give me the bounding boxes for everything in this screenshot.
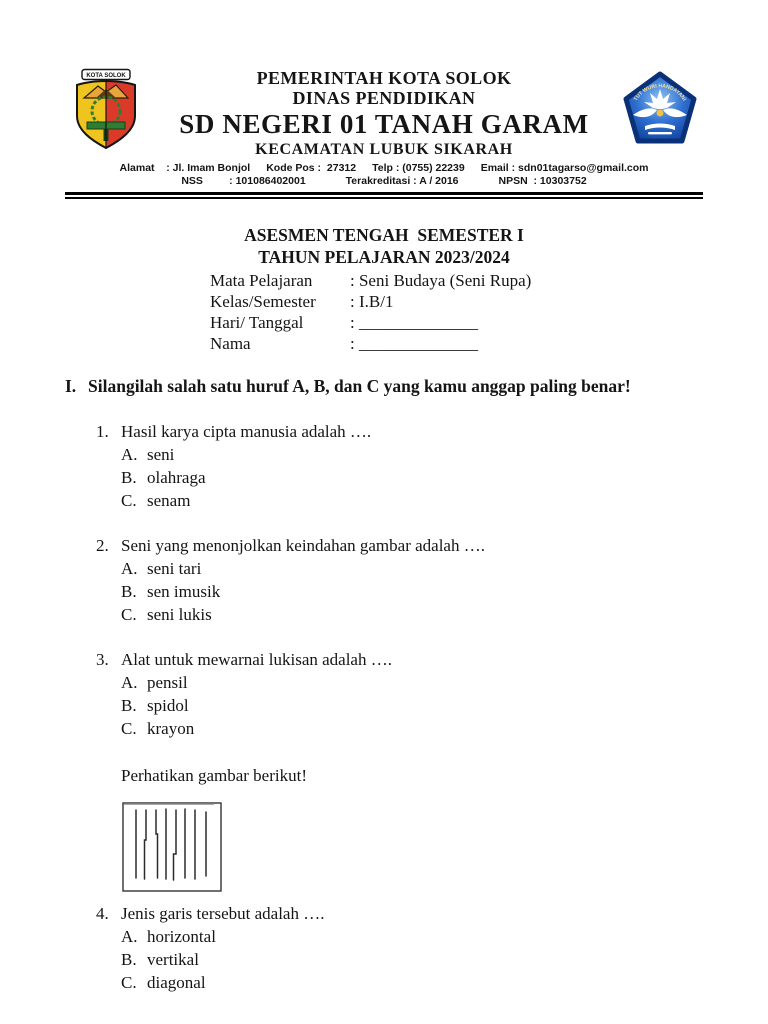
- header-divider: [65, 192, 703, 199]
- subject-value: : Seni Budaya (Seni Rupa): [350, 271, 532, 291]
- section-instruction: Silangilah salah satu huruf A, B, dan C yang kamu anggap paling benar!: [88, 376, 631, 397]
- kota-solok-emblem-icon: [66, 68, 146, 152]
- address-line: [119, 162, 649, 175]
- option-text: senam: [147, 491, 191, 511]
- tut-wuri-handayani-emblem-icon: [621, 71, 699, 149]
- question-list: [65, 420, 703, 994]
- class-label: Kelas/Semester: [210, 292, 316, 312]
- option-text: pensil: [147, 673, 188, 693]
- kota-solok-logo: [66, 68, 146, 152]
- answer-option: [96, 717, 703, 740]
- question-stem: Alat untuk mewarnai lukisan adalah ….: [121, 650, 392, 670]
- name-label: Nama: [210, 334, 251, 354]
- question-2: [96, 534, 703, 626]
- date-blank: : ______________: [350, 313, 478, 333]
- exam-title-line1: ASESMEN TENGAH SEMESTER I: [244, 225, 524, 246]
- answer-option: [96, 466, 703, 489]
- exam-title: [65, 224, 703, 268]
- accreditation-segment: Terakreditasi : A / 2016: [345, 174, 459, 187]
- tut-wuri-handayani-logo: [621, 71, 699, 149]
- answer-option: [96, 489, 703, 512]
- option-letter: A.: [121, 445, 138, 465]
- question-1: [96, 420, 703, 512]
- option-letter: C.: [121, 973, 137, 993]
- government-line: PEMERINTAH KOTA SOLOK: [256, 68, 512, 88]
- option-text: spidol: [147, 696, 189, 716]
- answer-option: [96, 443, 703, 466]
- question-number: 2.: [96, 536, 109, 556]
- section-numeral: I.: [65, 376, 77, 397]
- letterhead-text: [119, 68, 649, 187]
- section-1-heading: [65, 375, 703, 397]
- question-stem: Hasil karya cipta manusia adalah ….: [121, 422, 372, 442]
- option-letter: B.: [121, 468, 137, 488]
- address-segment: Alamat : Jl. Imam Bonjol: [119, 162, 251, 175]
- date-label: Hari/ Tanggal: [210, 313, 304, 333]
- option-letter: B.: [121, 950, 137, 970]
- exam-title-line2: TAHUN PELAJARAN 2023/2024: [258, 247, 510, 268]
- phone-segment: Telp : (0755) 22239: [372, 162, 465, 175]
- option-letter: B.: [121, 696, 137, 716]
- question-stem: Jenis garis tersebut adalah ….: [121, 904, 325, 924]
- letterhead: [65, 68, 703, 187]
- question-number: 4.: [96, 904, 109, 924]
- option-text: diagonal: [147, 973, 206, 993]
- answer-option: [96, 694, 703, 717]
- answer-option: [96, 971, 703, 994]
- option-text: seni tari: [147, 559, 202, 579]
- npsn-segment: NPSN : 10303752: [498, 174, 587, 187]
- answer-option: [96, 557, 703, 580]
- class-value: : I.B/1: [350, 292, 394, 312]
- option-letter: A.: [121, 673, 138, 693]
- meta-name-row: [210, 333, 703, 354]
- exam-meta: [210, 270, 703, 354]
- question-4: [96, 902, 703, 994]
- answer-option: [96, 580, 703, 603]
- answer-option: [96, 948, 703, 971]
- email-segment: Email : sdn01tagarso@gmail.com: [480, 162, 649, 175]
- question-stem: Seni yang menonjolkan keindahan gambar adalah ….: [121, 536, 485, 556]
- vertical-lines-figure: [122, 802, 222, 892]
- figure-note: Perhatikan gambar berikut!: [121, 766, 307, 786]
- option-text: horizontal: [147, 927, 216, 947]
- answer-option: [96, 671, 703, 694]
- subject-label: Mata Pelajaran: [210, 271, 313, 291]
- option-letter: C.: [121, 491, 137, 511]
- option-text: olahraga: [147, 468, 206, 488]
- school-name: SD NEGERI 01 TANAH GARAM: [179, 109, 589, 140]
- option-letter: A.: [121, 927, 138, 947]
- nss-segment: NSS : 101086402001: [181, 174, 306, 187]
- option-letter: C.: [121, 605, 137, 625]
- option-letter: C.: [121, 719, 137, 739]
- question-number: 3.: [96, 650, 109, 670]
- option-text: vertikal: [147, 950, 199, 970]
- option-letter: A.: [121, 559, 138, 579]
- meta-subject-row: [210, 270, 703, 291]
- registration-line: [153, 175, 615, 188]
- meta-date-row: [210, 312, 703, 333]
- option-text: seni lukis: [147, 605, 212, 625]
- meta-class-row: [210, 291, 703, 312]
- answer-option: [96, 925, 703, 948]
- tut-wuri-arc-text: TUT WURI HANDAYANI: [633, 83, 688, 103]
- question-number: 1.: [96, 422, 109, 442]
- postal-code-segment: Kode Pos : 27312: [266, 162, 357, 175]
- department-line: DINAS PENDIDIKAN: [292, 88, 476, 109]
- name-blank: : ______________: [350, 334, 478, 354]
- option-text: seni: [147, 445, 175, 465]
- option-text: krayon: [147, 719, 195, 739]
- option-text: sen imusik: [147, 582, 221, 602]
- kota-solok-banner-text: KOTA SOLOK: [86, 73, 126, 79]
- option-letter: B.: [121, 582, 137, 602]
- question-3: [96, 648, 703, 740]
- answer-option: [96, 603, 703, 626]
- district-line: KECAMATAN LUBUK SIKARAH: [255, 140, 513, 158]
